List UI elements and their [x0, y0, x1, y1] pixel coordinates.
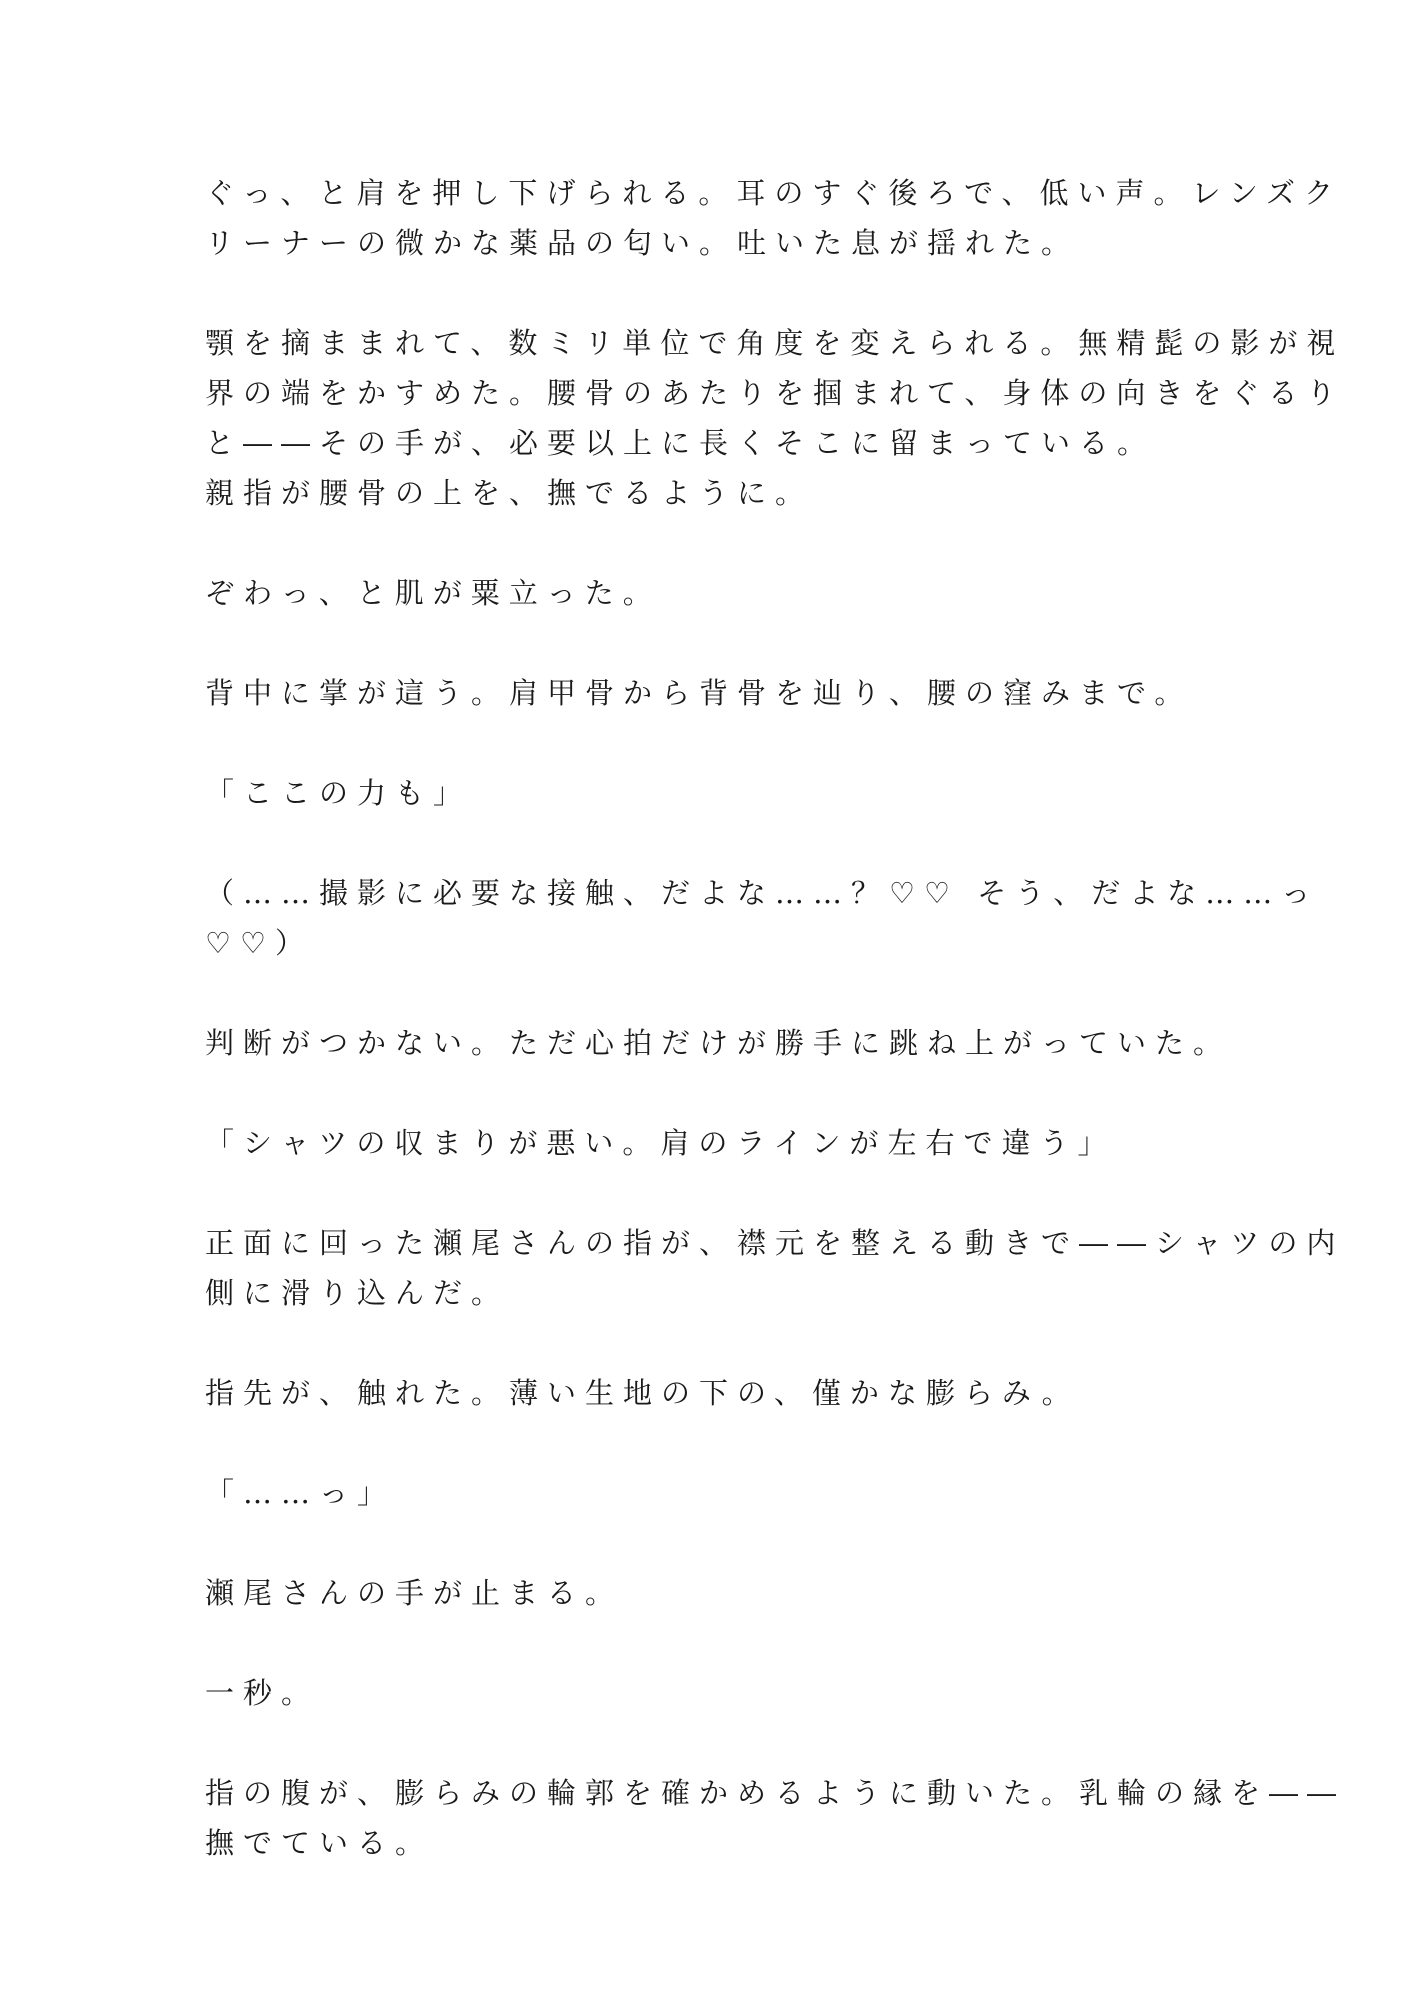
text-line: 正面に回った瀬尾さんの指が、襟元を整える動きで――シャツの内: [205, 1226, 1345, 1260]
text-line: ♡♡）: [205, 926, 313, 960]
text-line: 「……っ」: [205, 1476, 396, 1510]
paragraph: [205, 868, 1320, 968]
text-line: 「ここの力も」: [205, 776, 472, 810]
paragraph: [205, 318, 1345, 518]
paragraph: [205, 1568, 1205, 1618]
text-line: ぐっ、と肩を押し下げられる。耳のすぐ後ろで、低い声。レンズク: [205, 176, 1342, 210]
paragraph: [205, 1368, 1205, 1418]
paragraph: [205, 768, 1205, 818]
paragraph: [205, 1468, 1205, 1518]
text-line: リーナーの微かな薬品の匂い。吐いた息が揺れた。: [205, 226, 1080, 260]
text-line: と――その手が、必要以上に長くそこに留まっている。: [205, 426, 1156, 460]
text-line: 「シャツの収まりが悪い。肩のラインが左右で違う」: [205, 1126, 1116, 1160]
text-line: ぞわっ、と肌が粟立った。: [205, 576, 661, 610]
text-line: （……撮影に必要な接触、だよな……？♡♡ そう、だよな……っ: [205, 876, 1320, 910]
paragraph: [205, 568, 1205, 618]
paragraph: [205, 1118, 1205, 1168]
text-line: 側に滑り込んだ。: [205, 1276, 510, 1310]
paragraph: [205, 668, 1205, 718]
body-text: [205, 168, 1346, 1918]
text-line: 一秒。: [205, 1676, 320, 1710]
paragraph: [205, 1018, 1232, 1068]
paragraph: [205, 168, 1342, 268]
paragraph: [205, 1668, 1205, 1718]
text-line: 判断がつかない。ただ心拍だけが勝手に跳ね上がっていた。: [205, 1026, 1232, 1060]
paragraph: [205, 1218, 1345, 1318]
text-line: 顎を摘ままれて、数ミリ単位で角度を変えられる。無精髭の影が視: [205, 326, 1345, 360]
text-line: 指の腹が、膨らみの輪郭を確かめるように動いた。乳輪の縁を――: [205, 1776, 1346, 1810]
text-line: 撫でている。: [205, 1826, 434, 1860]
text-line: 瀬尾さんの手が止まる。: [205, 1576, 624, 1610]
paragraph: [205, 1768, 1346, 1868]
text-line: 背中に掌が這う。肩甲骨から背骨を辿り、腰の窪みまで。: [205, 676, 1193, 710]
text-line: 親指が腰骨の上を、撫でるように。: [205, 476, 814, 510]
text-line: 界の端をかすめた。腰骨のあたりを掴まれて、身体の向きをぐるり: [205, 376, 1345, 410]
text-line: 指先が、触れた。薄い生地の下の、僅かな膨らみ。: [205, 1376, 1080, 1410]
